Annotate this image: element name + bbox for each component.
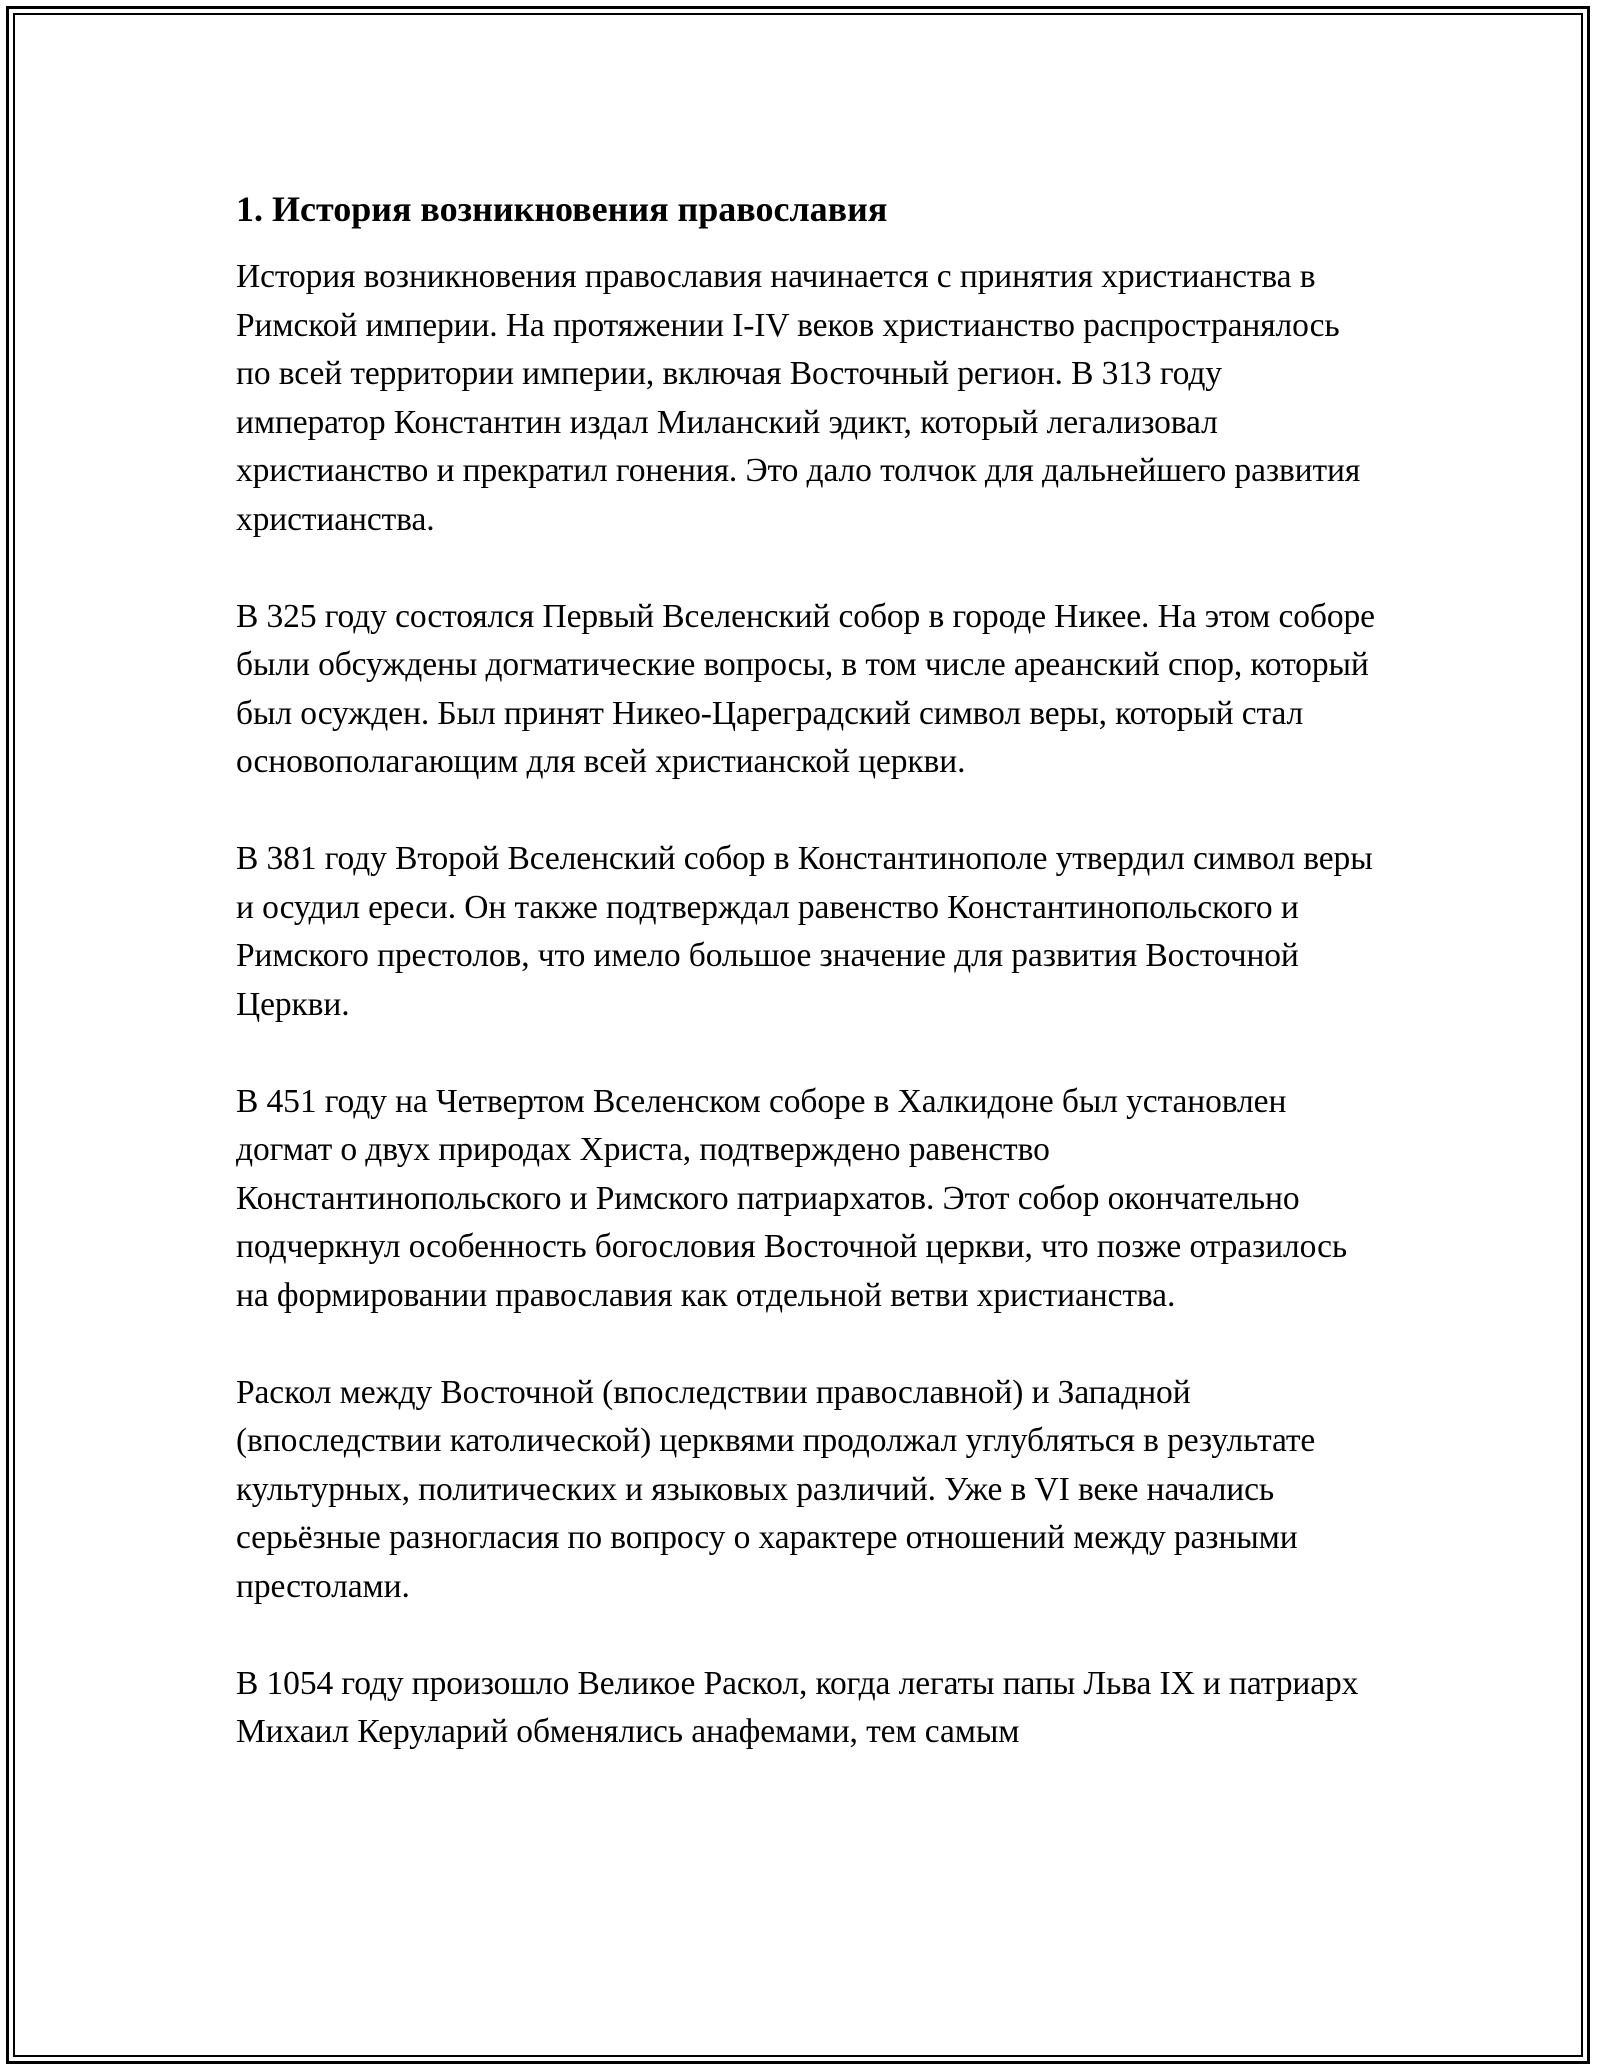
paragraph: Раскол между Восточной (впоследствии православной) и Западной (впоследствии католической) церквями продолжал углубляться в результате культурных, политических и языковых различий. Уже в VI веке начались серьёзные разногласия по вопросу о характере отношений между разными престолами. xyxy=(236,1373,1316,1605)
paragraph: В 1054 году произошло Великое Раскол, когда легаты папы Льва IX и патриарх Михаил Керуларий обменялись анафемами, тем самым xyxy=(236,1664,1359,1750)
paragraph: В 451 году на Четвертом Вселенском соборе в Халкидоне был установлен догмат о двух природах Христа, подтверждено равенство Константинопольского и Римского патриархатов. Этот собор окончательно подчеркнул особенность богословия Восточной церкви, что позже отразилось на формировании православия как отдельной ветви христианства. xyxy=(236,1082,1348,1314)
section-title: 1. История возникновения православия xyxy=(236,189,888,229)
document-body xyxy=(236,185,1376,1805)
paragraph: В 381 году Второй Вселенский собор в Константинополе утвердил символ веры и осудил ереси. Он также подтверждал равенство Константинопольского и Римского престолов, что имело большое значение для развития Восточной Церкви. xyxy=(236,840,1373,1023)
paragraph: История возникновения православия начинается с принятия христианства в Римской империи. На протяжении I-IV веков христианство распространялось по всей территории империи, включая Восточный регион. В 313 году император Константин издал Миланский эдикт, который легализовал христианство и прекратил гонения. Это дало толчок для дальнейшего развития христианства. xyxy=(236,258,1361,538)
paragraph: В 325 году состоялся Первый Вселенский собор в городе Никее. На этом соборе были обсуждены догматические вопросы, в том числе ареанский спор, который был осужден. Был принят Никео-Цареградский символ веры, который стал основополагающим для всей христианской церкви. xyxy=(236,597,1375,780)
